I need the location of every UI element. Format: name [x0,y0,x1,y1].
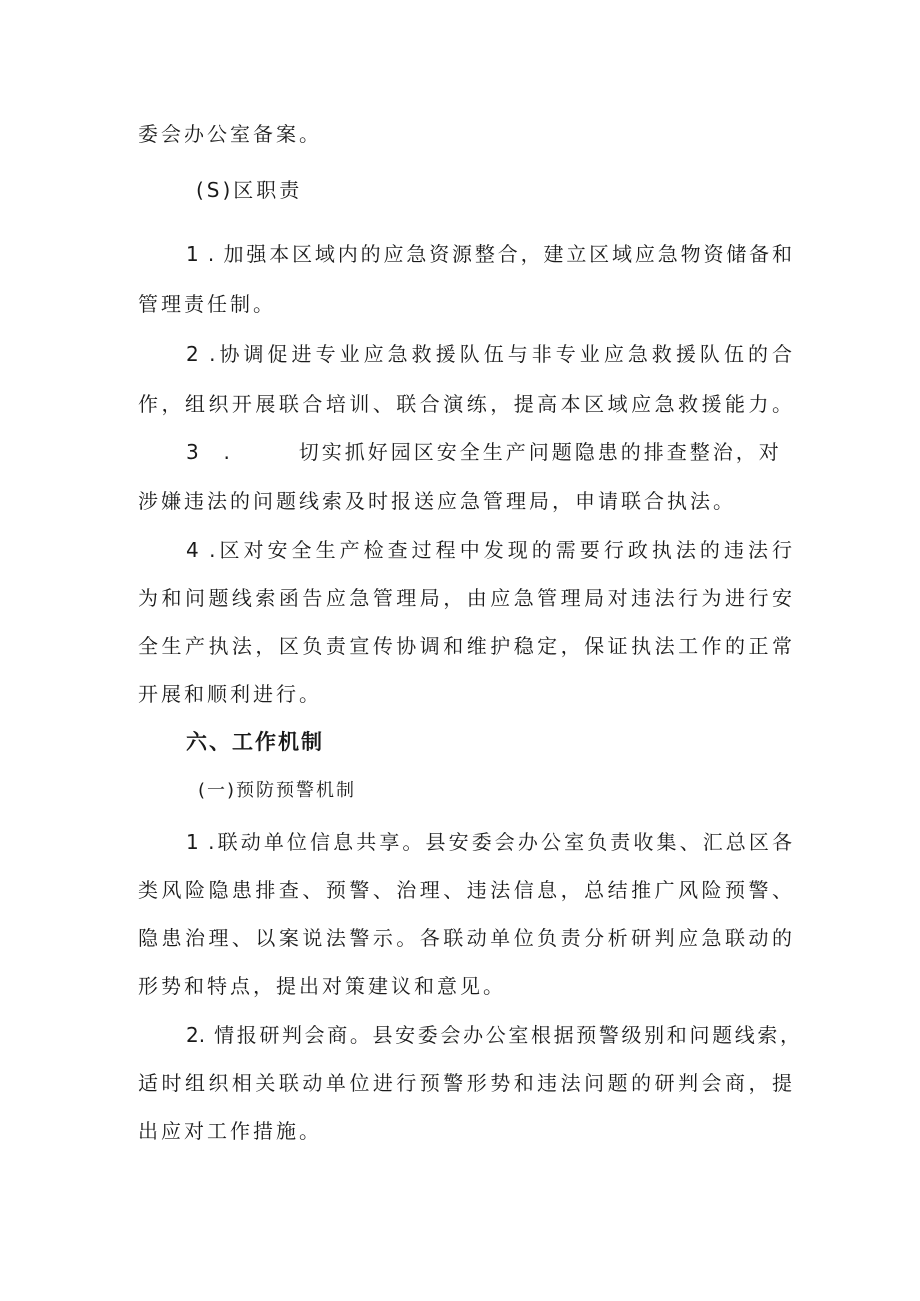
item-m2-line1: 2. 情报研判会商。县安委会办公室根据预警级别和问题线索， [186,1023,800,1047]
item-s3-text: 切实抓好园区安全生产问题隐患的排查整治，对 [298,440,782,464]
section-title-district-duties: (S)区职责 [196,178,303,202]
subsection-title-prevention-warning: (一)预防预警机制 [198,780,357,801]
item-m1-line4: 形势和特点，提出对策建议和意见。 [138,974,506,998]
section-heading-work-mechanism: 六、工作机制 [186,730,324,754]
item-m1-line3: 隐患治理、以案说法警示。各联动单位负责分析研判应急联动的 [138,926,792,950]
paragraph-line: 委会办公室备案。 [138,122,322,146]
item-s2-line1: 2 .协调促进专业应急救援队伍与非专业应急救援队伍的合 [186,342,792,366]
item-s4-line1: 4 .区对安全生产检查过程中发现的需要行政执法的违法行 [186,538,792,562]
item-s3-line1 [186,438,782,466]
item-s1-line2: 管理责任制。 [138,292,276,316]
item-s4-line2: 为和问题线索函告应急管理局，由应急管理局对违法行为进行安 [138,586,792,610]
item-s2-line2: 作，组织开展联合培训、联合演练，提高本区域应急救援能力。 [138,392,792,416]
item-s4-line4: 开展和顺利进行。 [138,682,322,706]
item-m2-line2: 适时组织相关联动单位进行预警形势和违法问题的研判会商，提 [138,1071,792,1095]
item-m2-line3: 出应对工作措施。 [138,1119,322,1143]
item-s3-number: 3 [186,440,199,464]
item-s4-line3: 全生产执法，区负责宣传协调和维护稳定，保证执法工作的正常 [138,634,792,658]
item-m1-line2: 类风险隐患排查、预警、治理、违法信息，总结推广风险预警、 [138,878,792,902]
item-s3-line2: 涉嫌违法的问题线索及时报送应急管理局，申请联合执法。 [138,489,736,513]
item-s1-line1: 1 . 加强本区域内的应急资源整合，建立区域应急物资储备和 [186,242,792,266]
item-m1-line1: 1 .联动单位信息共享。县安委会办公室负责收集、汇总区各 [186,830,792,854]
item-s3-dot: . [223,440,230,464]
